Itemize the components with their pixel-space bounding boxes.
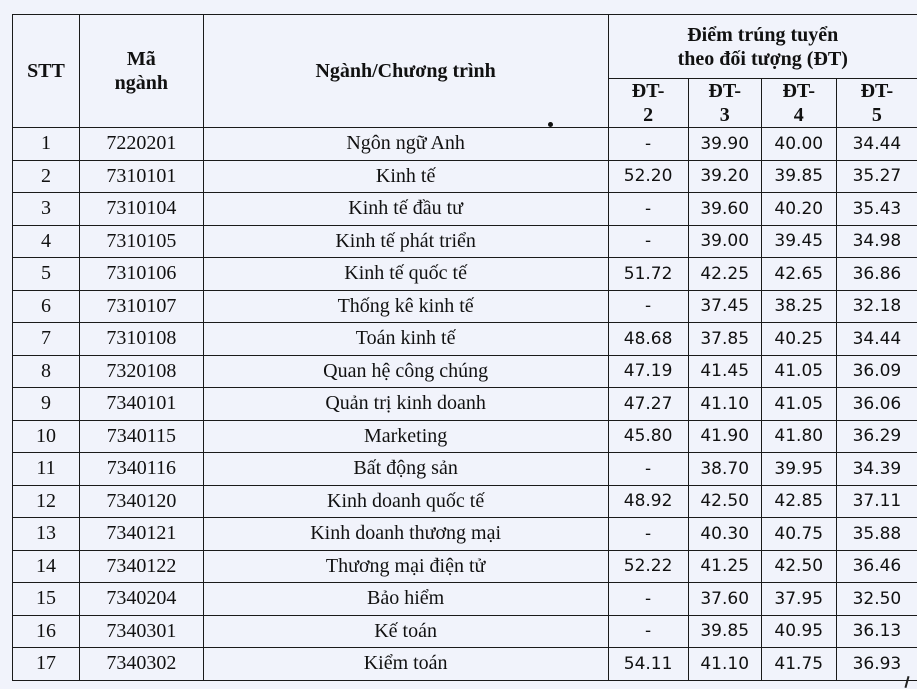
table-row — [13, 160, 917, 193]
cell-major-code: 7340121 — [79, 518, 203, 551]
cell-program-name: Kinh tế phát triển — [203, 225, 608, 258]
cell-stt: 1 — [13, 128, 80, 161]
cell-score-dt5: 36.46 — [836, 550, 917, 583]
cell-score-dt3: 41.90 — [688, 420, 761, 453]
table-row — [13, 290, 917, 323]
cell-score-dt3: 37.45 — [688, 290, 761, 323]
cell-score-dt2: - — [608, 225, 688, 258]
header-code-line2: ngành — [114, 72, 169, 94]
cell-score-dt5: 34.44 — [836, 323, 917, 356]
cell-score-dt5: 34.39 — [836, 453, 917, 486]
cell-score-dt5: 35.43 — [836, 193, 917, 226]
cell-program-name: Kinh tế quốc tế — [203, 258, 608, 291]
cell-stt: 6 — [13, 290, 80, 323]
cell-program-name: Ngôn ngữ Anh — [203, 128, 608, 161]
cell-score-dt5: 36.29 — [836, 420, 917, 453]
cell-score-dt3: 37.85 — [688, 323, 761, 356]
header-stt: STT — [13, 15, 80, 128]
cell-stt: 16 — [13, 615, 80, 648]
table-row — [13, 388, 917, 421]
cell-major-code: 7340204 — [79, 583, 203, 616]
cell-major-code: 7340122 — [79, 550, 203, 583]
cell-major-code: 7340302 — [79, 648, 203, 681]
cell-program-name: Bất động sản — [203, 453, 608, 486]
cell-program-name: Thống kê kinh tế — [203, 290, 608, 323]
cell-major-code: 7220201 — [79, 128, 203, 161]
cell-major-code: 7340116 — [79, 453, 203, 486]
header-dt5 — [836, 79, 917, 128]
cell-score-dt5: 34.44 — [836, 128, 917, 161]
cell-score-dt4: 39.45 — [761, 225, 836, 258]
cell-score-dt4: 38.25 — [761, 290, 836, 323]
table-row — [13, 355, 917, 388]
cell-score-dt4: 37.95 — [761, 583, 836, 616]
cell-score-dt5: 37.11 — [836, 485, 917, 518]
cell-stt: 8 — [13, 355, 80, 388]
cell-score-dt3: 39.85 — [688, 615, 761, 648]
cell-score-dt4: 40.25 — [761, 323, 836, 356]
cell-major-code: 7310106 — [79, 258, 203, 291]
header-dt2-line2: 2 — [643, 104, 654, 126]
cell-score-dt3: 39.00 — [688, 225, 761, 258]
cell-score-dt2: - — [608, 128, 688, 161]
cell-score-dt5: 36.93 — [836, 648, 917, 681]
header-dt5-line1: ĐT- — [860, 80, 894, 102]
cell-major-code: 7310101 — [79, 160, 203, 193]
cell-program-name: Kiểm toán — [203, 648, 608, 681]
cell-program-name: Marketing — [203, 420, 608, 453]
cell-score-dt4: 41.80 — [761, 420, 836, 453]
cell-score-dt4: 42.50 — [761, 550, 836, 583]
header-row-1 — [13, 15, 917, 79]
cell-stt: 2 — [13, 160, 80, 193]
cell-program-name: Kinh tế đầu tư — [203, 193, 608, 226]
table-row — [13, 648, 917, 681]
cell-score-dt3: 41.10 — [688, 388, 761, 421]
cell-score-dt4: 41.75 — [761, 648, 836, 681]
cell-major-code: 7310104 — [79, 193, 203, 226]
cell-stt: 9 — [13, 388, 80, 421]
cell-score-dt3: 38.70 — [688, 453, 761, 486]
cell-stt: 15 — [13, 583, 80, 616]
cell-score-dt2: 52.22 — [608, 550, 688, 583]
cell-score-dt5: 36.09 — [836, 355, 917, 388]
cell-score-dt4: 40.20 — [761, 193, 836, 226]
cell-score-dt4: 41.05 — [761, 388, 836, 421]
cell-stt: 7 — [13, 323, 80, 356]
cell-score-dt3: 41.45 — [688, 355, 761, 388]
header-code-line1: Mã — [126, 48, 156, 70]
cell-score-dt3: 41.25 — [688, 550, 761, 583]
cell-score-dt5: 32.18 — [836, 290, 917, 323]
scan-speck — [548, 122, 553, 127]
cell-score-dt2: 54.11 — [608, 648, 688, 681]
cell-score-dt5: 34.98 — [836, 225, 917, 258]
header-dt4-line1: ĐT- — [782, 80, 816, 102]
cell-major-code: 7320108 — [79, 355, 203, 388]
cell-stt: 11 — [13, 453, 80, 486]
cell-score-dt2: 48.92 — [608, 485, 688, 518]
cell-score-dt2: - — [608, 615, 688, 648]
cell-score-dt3: 40.30 — [688, 518, 761, 551]
cell-score-dt4: 40.95 — [761, 615, 836, 648]
cell-stt: 17 — [13, 648, 80, 681]
cell-score-dt3: 37.60 — [688, 583, 761, 616]
cell-major-code: 7310107 — [79, 290, 203, 323]
cell-score-dt3: 39.20 — [688, 160, 761, 193]
table-row — [13, 258, 917, 291]
cell-score-dt4: 41.05 — [761, 355, 836, 388]
cell-score-dt2: - — [608, 193, 688, 226]
table-row — [13, 193, 917, 226]
cell-score-dt5: 36.86 — [836, 258, 917, 291]
cell-score-dt4: 40.00 — [761, 128, 836, 161]
table-row — [13, 225, 917, 258]
cell-score-dt3: 41.10 — [688, 648, 761, 681]
cell-score-dt4: 39.85 — [761, 160, 836, 193]
cell-score-dt2: - — [608, 583, 688, 616]
cell-score-dt5: 35.27 — [836, 160, 917, 193]
cell-score-dt5: 35.88 — [836, 518, 917, 551]
cell-program-name: Quan hệ công chúng — [203, 355, 608, 388]
cell-score-dt4: 42.85 — [761, 485, 836, 518]
header-major-code — [79, 15, 203, 128]
cell-stt: 3 — [13, 193, 80, 226]
cell-stt: 5 — [13, 258, 80, 291]
cell-score-dt2: - — [608, 518, 688, 551]
cell-major-code: 7310105 — [79, 225, 203, 258]
cell-stt: 14 — [13, 550, 80, 583]
cell-major-code: 7310108 — [79, 323, 203, 356]
cell-stt: 10 — [13, 420, 80, 453]
table-row — [13, 615, 917, 648]
header-dt4 — [761, 79, 836, 128]
cell-program-name: Thương mại điện tử — [203, 550, 608, 583]
cell-program-name: Quản trị kinh doanh — [203, 388, 608, 421]
cell-score-dt4: 42.65 — [761, 258, 836, 291]
header-program: Ngành/Chương trình — [203, 15, 608, 128]
cell-program-name: Toán kinh tế — [203, 323, 608, 356]
header-dt5-line2: 5 — [871, 104, 882, 126]
header-score-group-line2: theo đối tượng (ĐT) — [677, 47, 848, 70]
cell-stt: 12 — [13, 485, 80, 518]
cell-major-code: 7340115 — [79, 420, 203, 453]
header-dt3 — [688, 79, 761, 128]
cell-program-name: Bảo hiểm — [203, 583, 608, 616]
cell-score-dt2: 51.72 — [608, 258, 688, 291]
cell-score-dt2: - — [608, 290, 688, 323]
cell-stt: 13 — [13, 518, 80, 551]
admission-scores-table — [12, 14, 917, 681]
cell-score-dt2: - — [608, 453, 688, 486]
cell-score-dt2: 47.27 — [608, 388, 688, 421]
cell-score-dt2: 47.19 — [608, 355, 688, 388]
cell-score-dt3: 39.60 — [688, 193, 761, 226]
cell-program-name: Kế toán — [203, 615, 608, 648]
cell-score-dt5: 32.50 — [836, 583, 917, 616]
header-dt4-line2: 4 — [793, 104, 804, 126]
cell-score-dt4: 39.95 — [761, 453, 836, 486]
cell-major-code: 7340101 — [79, 388, 203, 421]
table-row — [13, 420, 917, 453]
header-dt3-line1: ĐT- — [708, 80, 741, 102]
header-dt2 — [608, 79, 688, 128]
cell-major-code: 7340301 — [79, 615, 203, 648]
table-row — [13, 518, 917, 551]
cell-major-code: 7340120 — [79, 485, 203, 518]
table-row — [13, 323, 917, 356]
cell-stt: 4 — [13, 225, 80, 258]
table-row — [13, 485, 917, 518]
cell-score-dt2: 45.80 — [608, 420, 688, 453]
cell-program-name: Kinh doanh quốc tế — [203, 485, 608, 518]
table-row — [13, 453, 917, 486]
cell-score-dt3: 42.50 — [688, 485, 761, 518]
cell-score-dt2: 52.20 — [608, 160, 688, 193]
header-score-group-line1: Điểm trúng tuyển — [687, 23, 839, 46]
cell-program-name: Kinh doanh thương mại — [203, 518, 608, 551]
cell-score-dt4: 40.75 — [761, 518, 836, 551]
cell-score-dt3: 42.25 — [688, 258, 761, 291]
cell-score-dt5: 36.06 — [836, 388, 917, 421]
header-dt3-line2: 3 — [719, 104, 730, 126]
table-row — [13, 583, 917, 616]
cell-score-dt5: 36.13 — [836, 615, 917, 648]
cell-program-name: Kinh tế — [203, 160, 608, 193]
header-score-group — [608, 15, 917, 79]
table-row — [13, 550, 917, 583]
table-row — [13, 128, 917, 161]
header-dt2-line1: ĐT- — [631, 80, 665, 102]
table-body — [13, 128, 917, 681]
cell-score-dt3: 39.90 — [688, 128, 761, 161]
cell-score-dt2: 48.68 — [608, 323, 688, 356]
